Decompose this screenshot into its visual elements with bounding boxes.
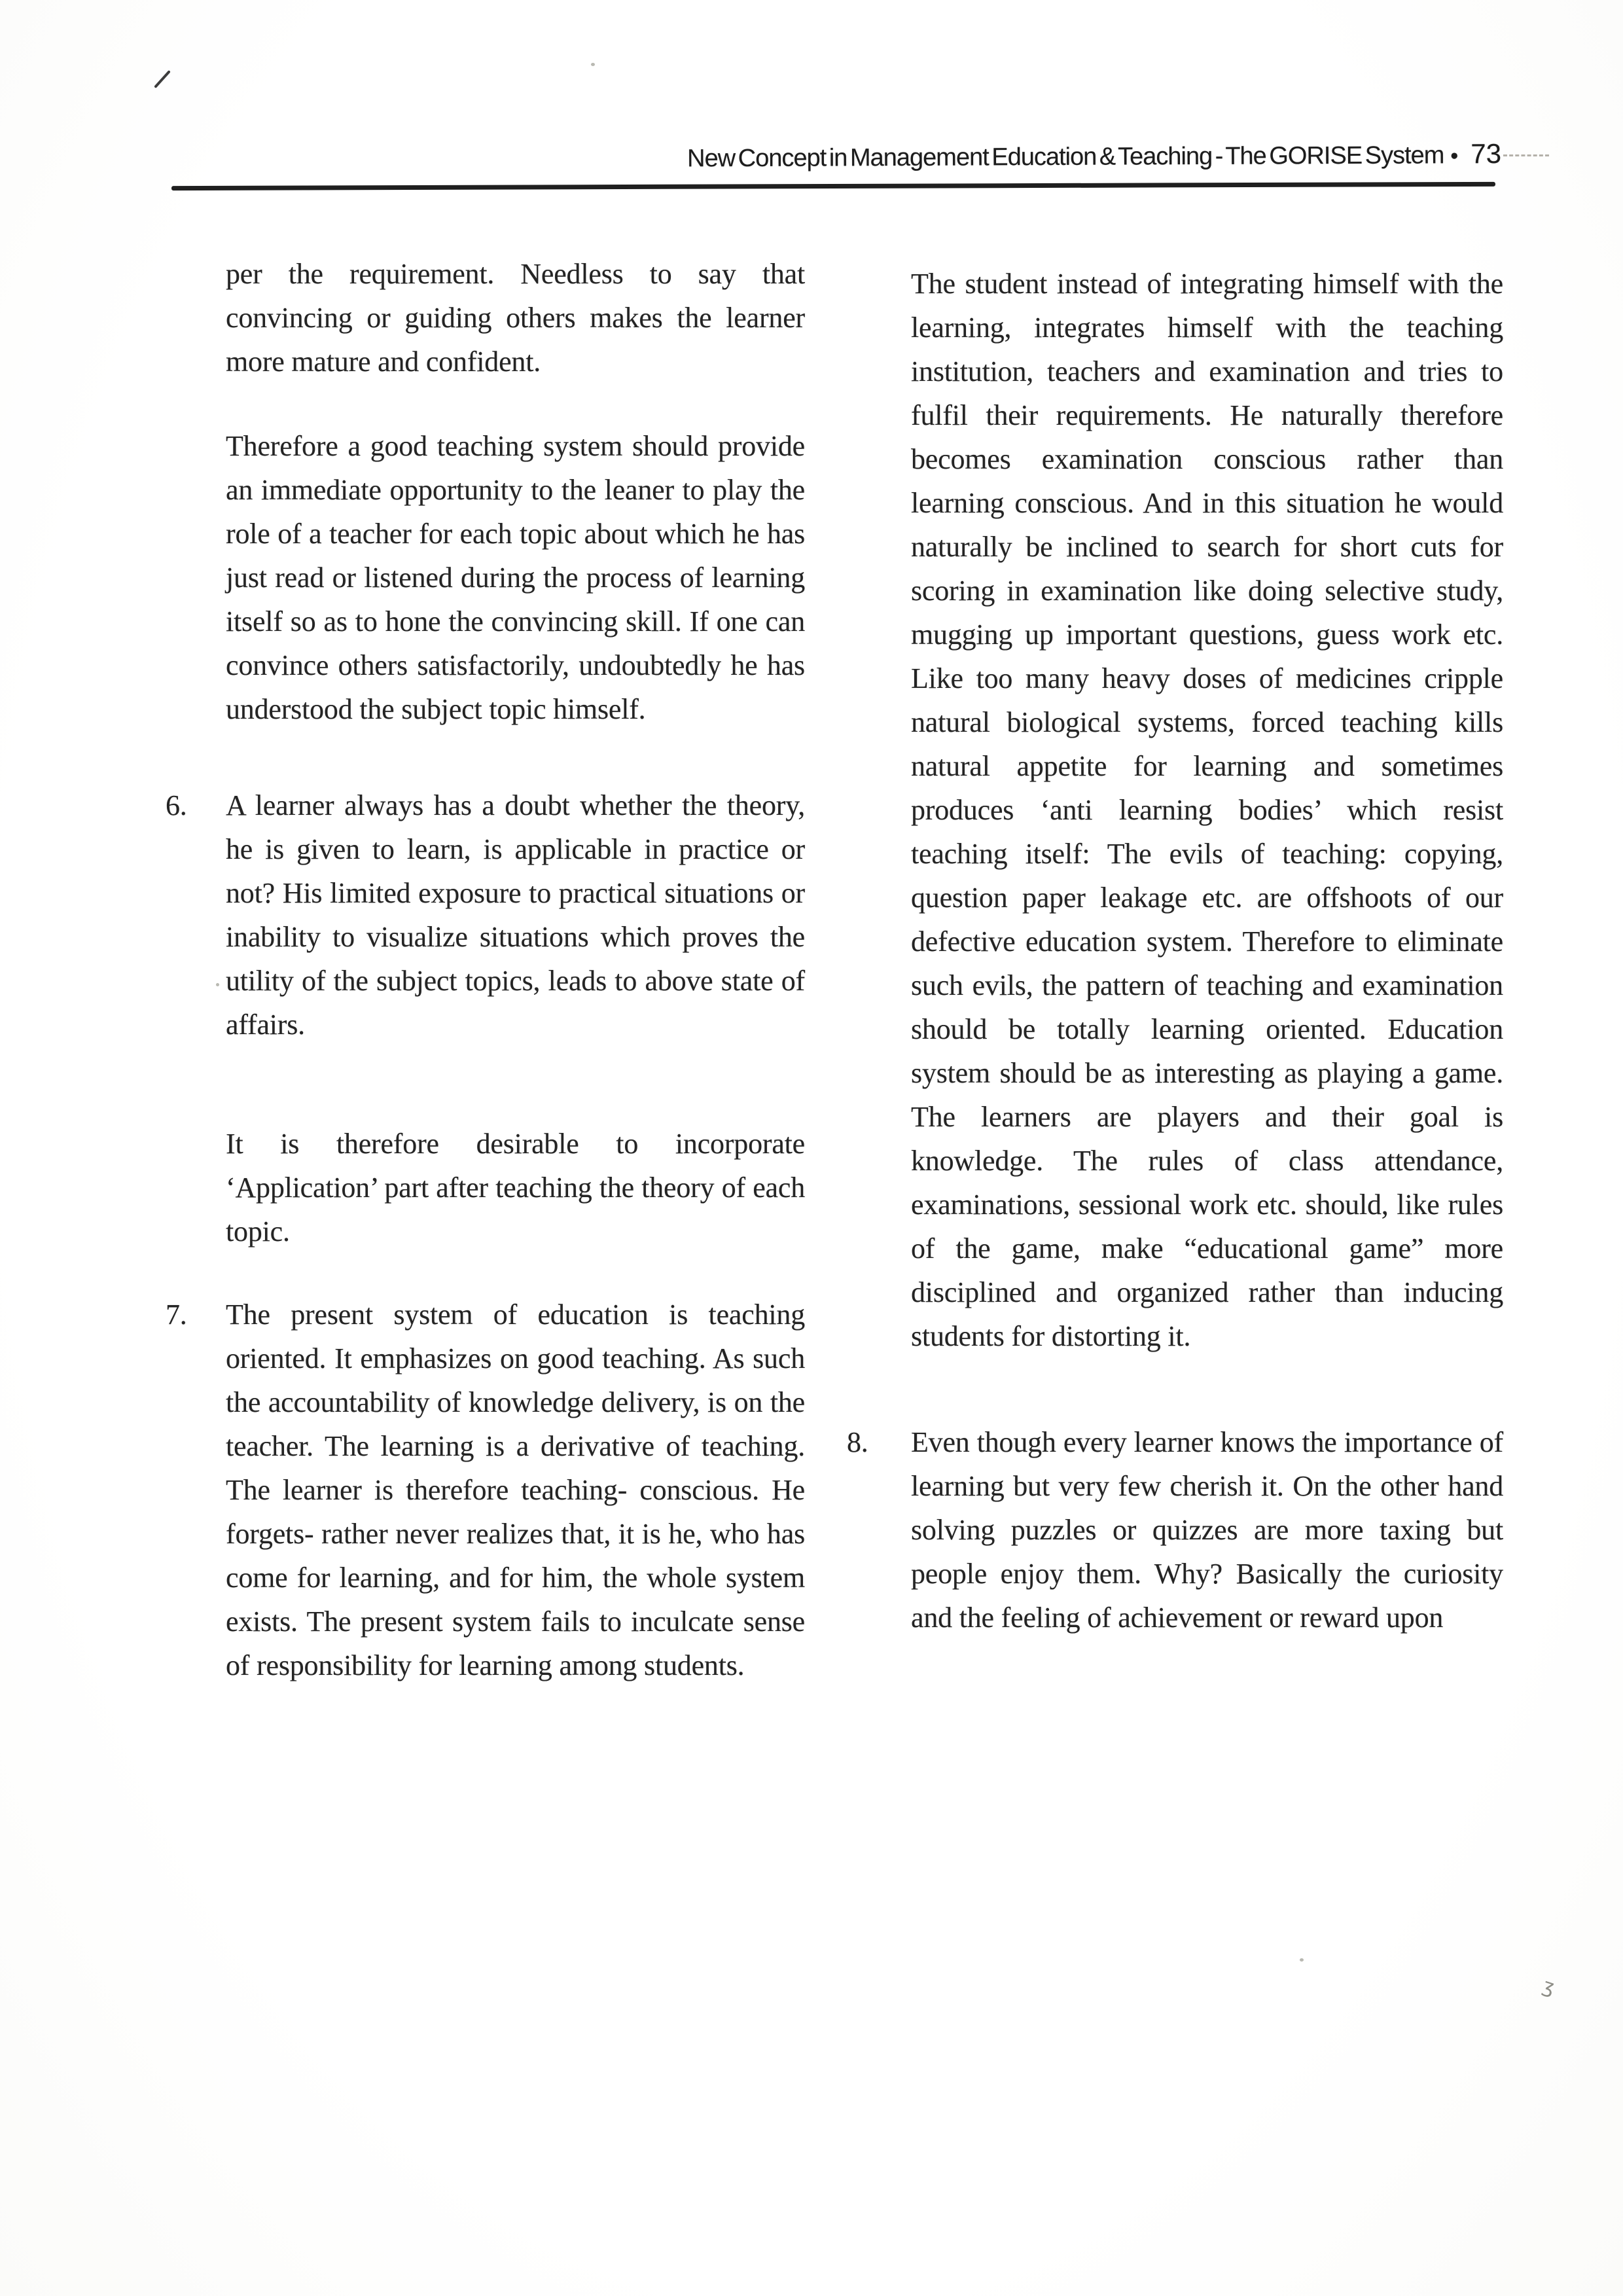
right-column xyxy=(847,262,1503,1640)
running-title: New Concept in Management Education & Teaching - The GORISE System xyxy=(687,141,1444,173)
item-number: 6. xyxy=(166,789,187,821)
scan-speck xyxy=(216,983,219,986)
paragraph xyxy=(166,1122,805,1253)
pencil-dash-mark xyxy=(1503,154,1549,156)
paragraph-text: The student instead of integrating himself with the learning, integrates himself with the teaching institution, teachers and examination and tries to fulfil their requirements. He naturally therefore becomes examination conscious rather than learning conscious. And in this situation he would naturally be inclined to search for short cuts for scoring in examination like doing selective study, mugging up important questions, guess work etc. Like too many heavy doses of medicines cripple natural biological systems, forced teaching kills natural appetite for learning and sometimes produces ‘anti learning bodies’ which resist teaching itself: The evils of teaching: copying, question paper leakage etc. are offshoots of our defective education system. Therefore to eliminate such evils, the pattern of teaching and examination should be totally learning oriented. Education system should be as interesting as playing a game. The learners are players and their goal is knowledge. The rules of class attendance, examinations, sessional work etc. should, like rules of the game, make “educational game” more disciplined and organized rather than inducing students for distorting it. xyxy=(911,268,1503,1352)
pencil-tick-mark xyxy=(154,70,171,88)
scan-speck xyxy=(1300,1958,1304,1962)
paragraph xyxy=(166,424,805,731)
numbered-item-8 xyxy=(847,1420,1503,1640)
header-bullet: • xyxy=(1450,143,1458,169)
pencil-squiggle-mark: ʒ xyxy=(1540,1974,1558,2000)
paragraph xyxy=(166,252,805,384)
paragraph-text: Even though every learner knows the importance of learning but very few cherish it. On the other hand solving puzzles or quizzes are more taxing but people enjoy them. Why? Basically the curiosity and the feeling of achievement or reward upon xyxy=(911,1426,1503,1634)
paragraph-text: per the requirement. Needless to say that convincing or guiding others makes the learner more mature and confident. xyxy=(226,258,805,378)
scan-speck xyxy=(591,63,595,66)
numbered-item-6 xyxy=(166,783,805,1047)
left-column xyxy=(166,252,805,1687)
paragraph-text: It is therefore desirable to incorporate ‘Application’ part after teaching the theory of each topic. xyxy=(226,1128,805,1247)
item-number: 8. xyxy=(847,1426,868,1458)
paragraph-text: Therefore a good teaching system should provide an immediate opportunity to the leaner to play the role of a teacher for each topic about which he has just read or listened during the process of learning itself so as to hone the convincing skill. If one can convince others satisfactorily, undoubtedly he has understood the subject topic himself. xyxy=(226,430,805,725)
paragraph xyxy=(847,262,1503,1358)
paragraph-text: The present system of education is teaching oriented. It emphasizes on good teaching. As such the accountability of knowledge delivery, is on the teacher. The learning is a derivative of teaching. The learner is therefore teaching- conscious. He forgets- rather never realizes that, it is he, who has come for learning, and for him, the whole system exists. The present system fails to inculcate sense of responsibility for learning among students. xyxy=(226,1299,805,1681)
numbered-item-7 xyxy=(166,1293,805,1687)
header-rule xyxy=(171,182,1495,190)
item-number: 7. xyxy=(166,1299,187,1331)
paragraph-text: A learner always has a doubt whether the theory, he is given to learn, is applicable in practice or not? His limited exposure to practical situations or inability to visualize situations which proves the utility of the subject topics, leads to above state of affairs. xyxy=(226,789,805,1041)
page-header xyxy=(0,138,1501,176)
page-number: 73 xyxy=(1471,137,1502,170)
